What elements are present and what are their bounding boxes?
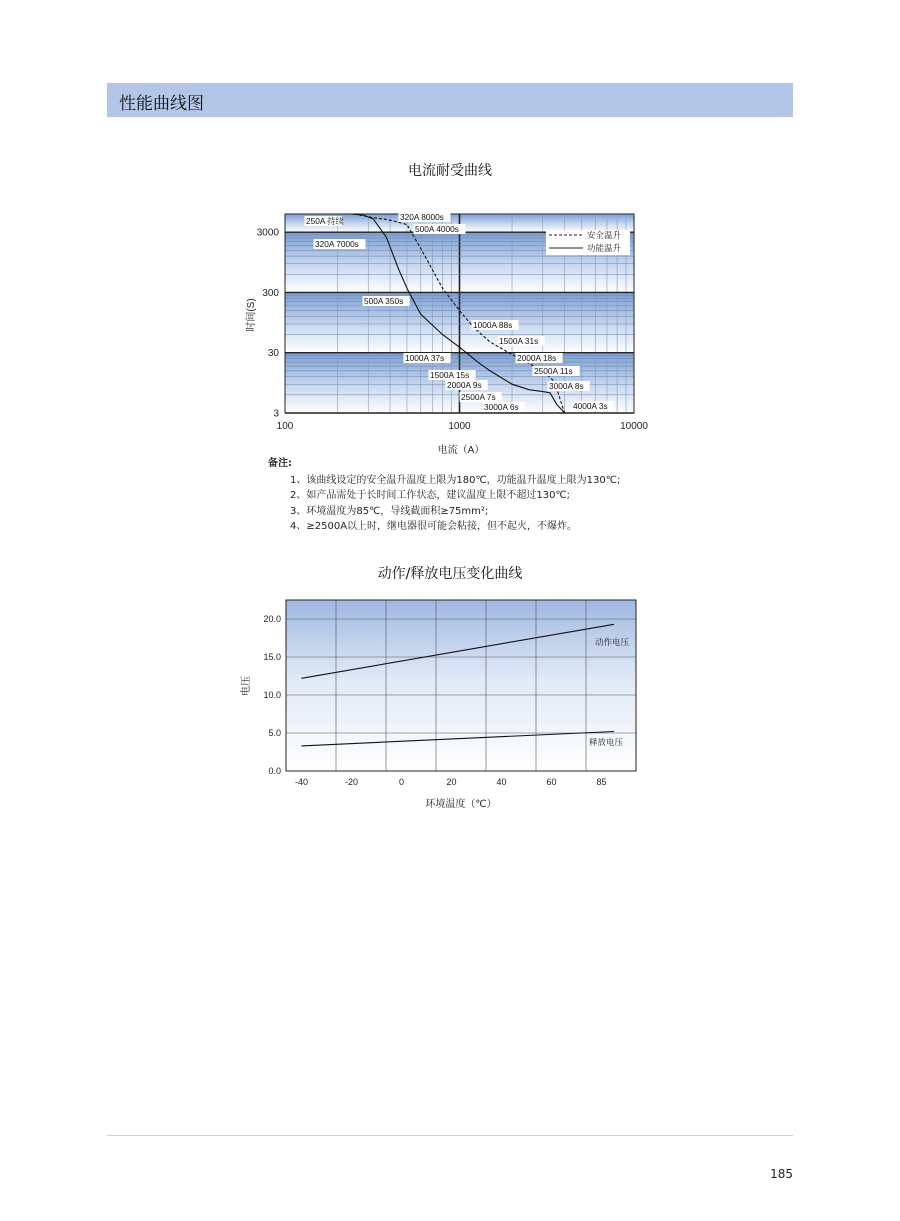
voltage-temperature-chart — [238, 592, 648, 817]
y-axis-label: 电压 — [241, 676, 252, 696]
curve-annotation: 4000A 3s — [573, 401, 608, 411]
curve-annotation: 2500A 7s — [461, 392, 496, 402]
y-tick-label: 20.0 — [263, 614, 281, 624]
note-item: 1、该曲线设定的安全温升温度上限为180℃，功能温升温度上限为130℃; — [290, 474, 621, 486]
curve-annotation: 1500A 31s — [499, 336, 539, 346]
notes-block — [268, 456, 620, 535]
y-tick-label: 3 — [273, 408, 279, 420]
x-tick-label: -40 — [294, 777, 309, 787]
x-tick-label: 20 — [446, 777, 457, 787]
curve-annotation: 250A 持续 — [306, 216, 344, 226]
series-label: 释放电压 — [589, 737, 624, 747]
withstand-chart-title: 电流耐受曲线 — [408, 163, 492, 179]
curve-annotation: 2000A 9s — [447, 380, 482, 390]
x-tick-label: 10000 — [620, 421, 648, 432]
current-withstand-chart — [240, 205, 660, 460]
x-tick-label: 100 — [276, 421, 294, 432]
curve-annotation: 500A 350s — [364, 296, 404, 306]
y-tick-label: 30 — [267, 348, 279, 360]
legend — [546, 230, 630, 255]
x-tick-label: 60 — [546, 777, 557, 787]
page-number: 185 — [770, 1167, 793, 1181]
curve-annotation: 320A 7000s — [315, 239, 359, 249]
y-tick-label: 300 — [262, 287, 279, 299]
curve-annotation: 1000A 37s — [405, 353, 445, 363]
y-tick-label: 15.0 — [263, 652, 281, 662]
curve-annotation: 2500A 11s — [534, 366, 573, 376]
legend-label-functional: 功能温升 — [587, 243, 622, 253]
legend-label-safe: 安全温升 — [587, 230, 622, 240]
curve-annotation: 1000A 88s — [473, 320, 513, 330]
curve-annotation: 320A 8000s — [400, 212, 444, 222]
section-title: 性能曲线图 — [119, 94, 204, 114]
y-tick-label: 10.0 — [263, 690, 281, 700]
x-tick-label: -20 — [344, 777, 359, 787]
x-tick-label: 40 — [496, 777, 507, 787]
y-tick-label: 0.0 — [268, 766, 281, 776]
x-axis-label: 电流（A） — [437, 445, 485, 456]
x-axis-label: 环境温度（℃） — [425, 799, 497, 810]
curve-annotation: 3000A 6s — [484, 402, 519, 412]
notes-heading: 备注: — [268, 458, 292, 469]
section-banner — [107, 83, 793, 117]
curve-annotation: 500A 4000s — [415, 224, 459, 234]
series-label: 动作电压 — [595, 637, 630, 647]
note-item: 2、如产品需处于长时间工作状态，建议温度上限不超过130℃; — [290, 490, 571, 501]
curve-annotation: 2000A 18s — [517, 353, 557, 363]
x-tick-label: 0 — [398, 777, 405, 787]
voltage-chart-title: 动作/释放电压变化曲线 — [377, 566, 523, 582]
note-item: 4、≥2500A以上时，继电器很可能会粘接，但不起火，不爆炸。 — [290, 521, 578, 532]
x-tick-label: 85 — [596, 777, 607, 787]
footer-divider — [107, 1135, 793, 1136]
y-tick-label: 5.0 — [268, 728, 281, 738]
curve-annotation: 1500A 15s — [430, 370, 470, 380]
y-axis-label: 时间(S) — [246, 298, 257, 332]
note-item: 3、环境温度为85℃，导线截面积≥75mm²; — [290, 505, 489, 517]
x-tick-label: 1000 — [448, 421, 471, 432]
curve-annotation: 3000A 8s — [549, 381, 584, 391]
y-tick-label: 3000 — [256, 227, 279, 239]
